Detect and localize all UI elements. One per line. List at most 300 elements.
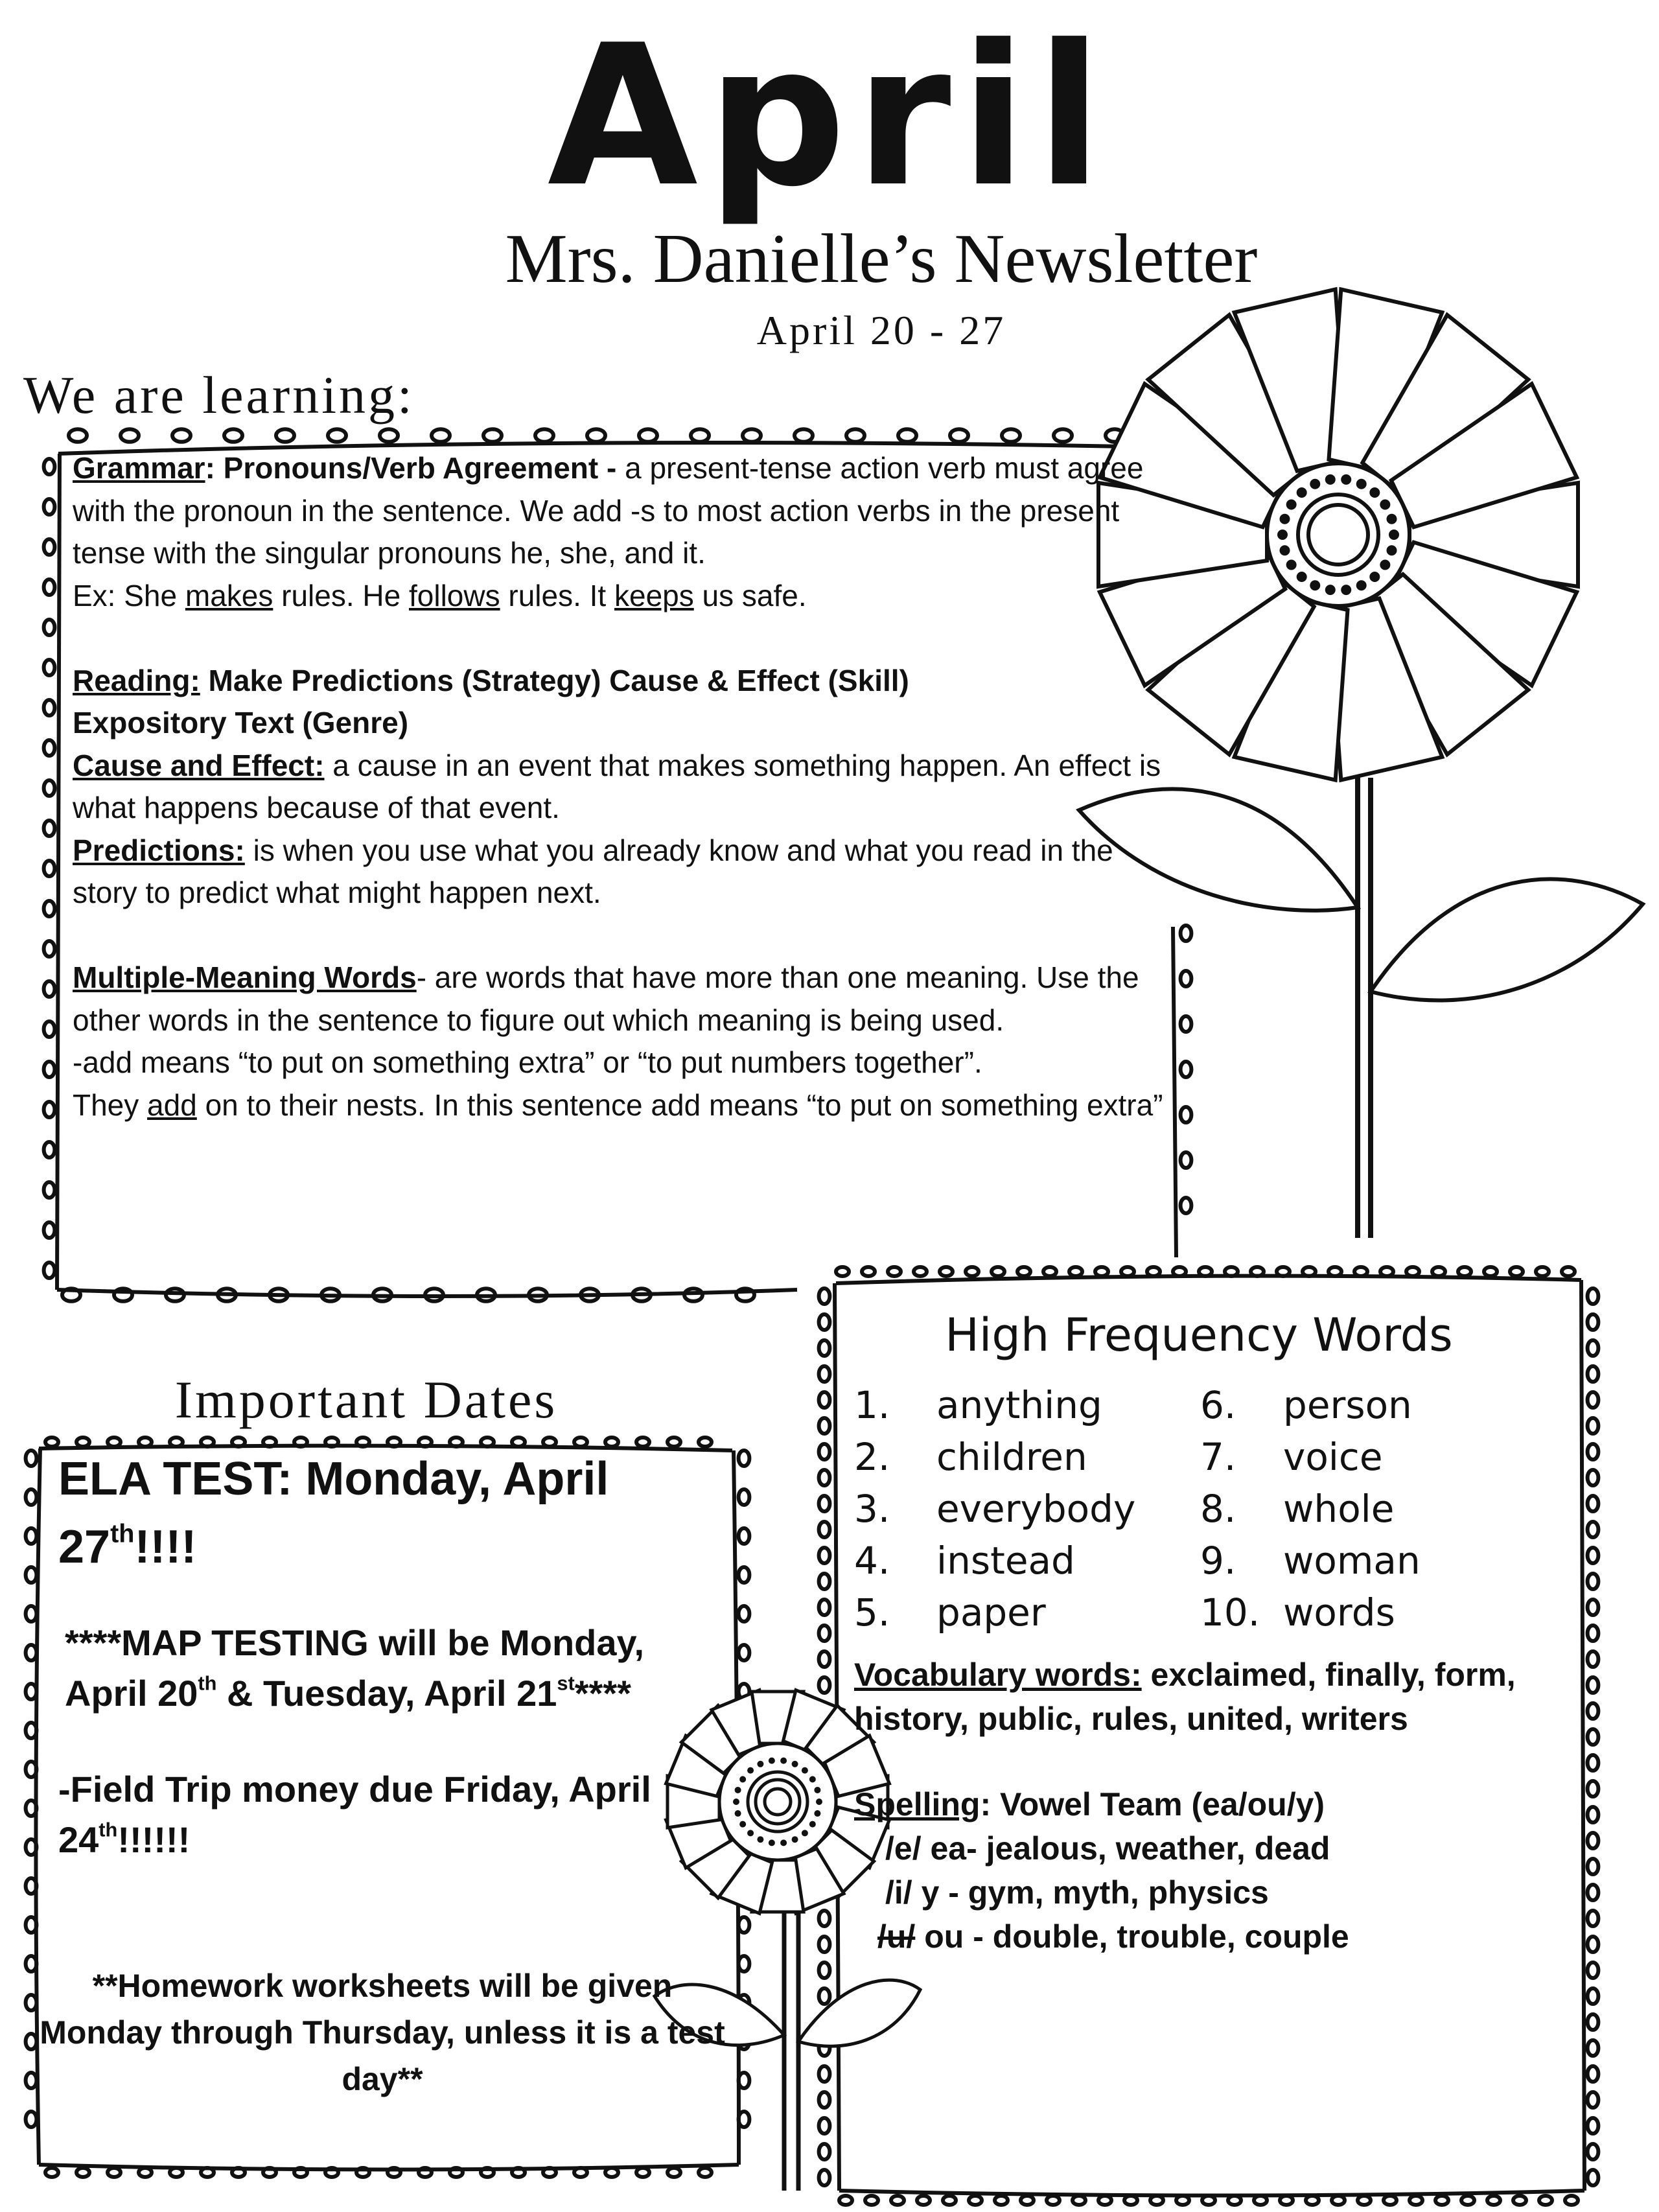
- frame-curl: [1002, 429, 1020, 442]
- frame-curl: [1513, 2196, 1526, 2205]
- frame-curl: [574, 2168, 587, 2177]
- frame-curl: [1147, 1267, 1160, 1276]
- seed-dot: [735, 1810, 741, 1817]
- seed-dot: [1286, 500, 1297, 510]
- example-word-follows: follows: [409, 578, 500, 612]
- seed-dot: [735, 1787, 741, 1793]
- frame-curl: [1588, 1470, 1599, 1485]
- frame-curl: [44, 901, 55, 916]
- frame-curl: [1588, 1833, 1599, 1848]
- frame-curl: [819, 1392, 830, 1408]
- frame-curl: [26, 2073, 37, 2088]
- frame-curl: [836, 1267, 849, 1276]
- vocab-list: exclaimed, finally, form, history, public, rules, united, writers: [854, 1657, 1516, 1737]
- trip-sup: th: [99, 1818, 118, 1841]
- seed-dot: [757, 1836, 763, 1843]
- frame-curl: [44, 1263, 55, 1278]
- frame-curl: [1332, 2196, 1345, 2205]
- spelling-heading: [854, 1782, 1567, 1826]
- frame-curl: [1588, 2066, 1599, 2082]
- frame-curl: [587, 429, 605, 442]
- seed-dot: [1387, 514, 1397, 524]
- frame-curl: [1303, 1267, 1316, 1276]
- frame-curl: [44, 700, 55, 716]
- frame-curl: [819, 2092, 830, 2108]
- frame-curl: [1121, 1267, 1134, 1276]
- hfw-word: everybody: [936, 1487, 1136, 1531]
- hfw-word: words: [1283, 1590, 1395, 1635]
- frame-curl: [1124, 2196, 1137, 2205]
- frame-curl: [1354, 1267, 1367, 1276]
- frame-curl: [739, 2073, 750, 2088]
- frame-curl: [819, 1470, 830, 1485]
- frame-curl: [44, 1142, 55, 1158]
- frame-curl: [44, 660, 55, 675]
- frame-curl: [76, 2168, 89, 2177]
- frame-curl: [1588, 1859, 1599, 1874]
- frame-curl: [739, 1645, 750, 1660]
- map-sup-1: th: [198, 1671, 217, 1695]
- spelling-u-symbol: /u/: [877, 1918, 916, 1955]
- grammar-text: a present-tense action verb must agree with the pronoun in the sentence. We add -s to most action verbs in the present tense with the singular pronouns he, she, and it.: [73, 451, 1144, 570]
- frame-curl: [1181, 1152, 1192, 1168]
- seed-dot: [1341, 474, 1351, 485]
- frame-curl: [1539, 2196, 1552, 2205]
- frame-curl: [26, 1489, 37, 1505]
- frame-curl: [450, 2168, 463, 2177]
- frame-curl: [44, 1222, 55, 1238]
- newsletter-title: Mrs. Danielle’s Newsletter: [505, 220, 1258, 297]
- frame-curl: [819, 1574, 830, 1589]
- seed-dot: [1277, 530, 1288, 540]
- frame-curl: [1588, 1496, 1599, 1511]
- frame-curl: [1588, 2014, 1599, 2030]
- hfw-word: person: [1283, 1383, 1412, 1427]
- frame-curl: [276, 429, 294, 442]
- frame-curl: [966, 1267, 979, 1276]
- frame-curl: [819, 1444, 830, 1460]
- frame-curl: [1254, 2196, 1267, 2205]
- hfw-word: instead: [936, 1539, 1075, 1583]
- frame-curl: [992, 1267, 1004, 1276]
- seed-dot: [757, 1761, 763, 1767]
- hfw-word: woman: [1283, 1539, 1421, 1583]
- example-word-keeps: keeps: [614, 578, 694, 612]
- reading-genre: Expository Text (Genre): [73, 706, 409, 739]
- seed-dot: [733, 1799, 739, 1805]
- spelling-e: /e/ ea- jealous, weather, dead: [885, 1830, 1330, 1867]
- hfw-num: 5.: [854, 1590, 890, 1635]
- frame-curl: [1176, 2196, 1189, 2205]
- frame-curl: [891, 2196, 904, 2205]
- frame-curl: [819, 2066, 830, 2082]
- frame-curl: [943, 2196, 956, 2205]
- frame-curl: [1458, 1267, 1471, 1276]
- frame-curl: [995, 2196, 1008, 2205]
- frame-curl: [1588, 1444, 1599, 1460]
- frame-curl: [1432, 1267, 1445, 1276]
- frame-curl: [44, 539, 55, 555]
- frame-curl: [26, 1528, 37, 1544]
- date-range: April 20 - 27: [756, 307, 1006, 353]
- seed-dot: [1310, 479, 1320, 489]
- frame-curl: [1588, 1988, 1599, 2004]
- frame-curl: [1306, 2196, 1319, 2205]
- important-dates-content: [39, 1445, 726, 2102]
- frame-curl: [1588, 1937, 1599, 1952]
- reading-paragraph: [73, 660, 1181, 703]
- frame-curl: [1588, 1548, 1599, 1563]
- frame-curl: [263, 2168, 276, 2177]
- frame-curl: [69, 429, 87, 442]
- frame-curl: [44, 740, 55, 756]
- hfw-num: 9.: [1200, 1539, 1236, 1583]
- map-mid: & Tuesday, April 21: [216, 1673, 557, 1714]
- frame-curl: [62, 1288, 80, 1301]
- seed-dot: [802, 1830, 808, 1836]
- frame-curl: [44, 579, 55, 595]
- frame-curl: [26, 1956, 37, 1972]
- frame-curl: [636, 2168, 649, 2177]
- frame-curl: [819, 2118, 830, 2134]
- frame-curl: [1588, 1962, 1599, 1978]
- seed-dot: [802, 1767, 808, 1774]
- frame-curl: [1358, 2196, 1371, 2205]
- vocabulary-words: [854, 1653, 1567, 1741]
- map-text: ****MAP TESTING will be Monday, April 20: [65, 1622, 645, 1714]
- map-testing-date: [39, 1618, 726, 1719]
- frame-curl: [739, 1956, 750, 1972]
- frame-curl: [1588, 1288, 1599, 1304]
- frame-curl: [1228, 2196, 1241, 2205]
- frame-curl: [1588, 1366, 1599, 1382]
- frame-curl: [26, 1800, 37, 1816]
- frame-curl: [1588, 2040, 1599, 2056]
- frame-curl: [1588, 1807, 1599, 1822]
- trip-suffix: !!!!!!: [117, 1819, 191, 1860]
- frame-curl: [535, 429, 553, 442]
- frame-curl: [1588, 2118, 1599, 2134]
- frame-curl: [819, 1988, 830, 2004]
- frame-curl: [172, 429, 191, 442]
- frame-curl: [1380, 1267, 1393, 1276]
- frame-curl: [1095, 1267, 1108, 1276]
- reading-label: Reading:: [73, 663, 200, 697]
- frame-curl: [201, 2168, 214, 2177]
- seed-dot: [1369, 487, 1380, 498]
- frame-curl: [1588, 1781, 1599, 1797]
- learning-heading: We are learning:: [23, 366, 415, 425]
- frame-curl: [819, 1600, 830, 1615]
- frame-curl: [917, 2196, 930, 2205]
- frame-curl: [1181, 1107, 1192, 1123]
- frame-curl: [1384, 2196, 1397, 2205]
- seed-dot: [769, 1758, 775, 1764]
- frame-curl: [44, 941, 55, 957]
- frame-curl: [639, 429, 657, 442]
- frame-curl: [1251, 1267, 1264, 1276]
- frame-curl: [795, 429, 813, 442]
- frame-curl: [739, 2112, 750, 2127]
- frame-curl: [819, 1625, 830, 1641]
- frame-curl: [739, 1450, 750, 1466]
- frame-curl: [26, 2112, 37, 2127]
- ela-test-date: [39, 1445, 726, 1581]
- spelling-i: /i/ y - gym, myth, physics: [885, 1874, 1269, 1911]
- frame-curl: [1047, 2196, 1060, 2205]
- frame-curl: [481, 2168, 494, 2177]
- frame-curl: [1280, 2196, 1293, 2205]
- hfw-heading: High Frequency Words: [945, 1309, 1453, 1362]
- frame-curl: [108, 2168, 121, 2177]
- frame-curl: [1181, 1062, 1192, 1077]
- frame-curl: [44, 780, 55, 796]
- example-word-makes: makes: [185, 578, 273, 612]
- frame-curl: [232, 2168, 245, 2177]
- frame-curl: [26, 1645, 37, 1660]
- frame-curl: [114, 1288, 132, 1301]
- frame-curl: [26, 1606, 37, 1622]
- frame-curl: [1098, 2196, 1111, 2205]
- frame-curl: [380, 429, 398, 442]
- frame-curl: [1588, 2144, 1599, 2160]
- seed-dot: [739, 1821, 746, 1828]
- reading-text: Make Predictions (Strategy) Cause & Effect (Skill): [200, 663, 909, 697]
- seed-dot: [1297, 572, 1307, 582]
- seed-dot: [814, 1810, 820, 1817]
- spelling-section: [854, 1782, 1567, 1959]
- trip-text: -Field Trip money due Friday, April 24: [58, 1769, 651, 1860]
- sentence-suffix: on to their nests. In this sentence add means “to put on something extra”: [196, 1088, 1163, 1122]
- hfw-word: whole: [1283, 1487, 1395, 1531]
- frame-curl: [1588, 1677, 1599, 1693]
- seed-dot: [1297, 487, 1307, 498]
- frame-curl: [1588, 1600, 1599, 1615]
- frame-curl: [1406, 1267, 1419, 1276]
- frame-curl: [819, 1962, 830, 1978]
- frame-curl: [512, 2168, 525, 2177]
- frame-curl: [1588, 1340, 1599, 1356]
- frame-curl: [26, 2034, 37, 2049]
- frame-curl: [898, 429, 916, 442]
- cause-effect-label: Cause and Effect:: [73, 748, 325, 782]
- seed-dot: [792, 1761, 798, 1767]
- frame-curl: [605, 2168, 618, 2177]
- seed-dot: [1369, 572, 1380, 582]
- frame-curl: [1588, 1885, 1599, 1900]
- spelling-u: [854, 1915, 1567, 1959]
- seed-dot: [1279, 545, 1290, 555]
- frame-curl: [739, 1528, 750, 1544]
- add-definition: -add means “to put on something extra” or “to put numbers together”.: [73, 1045, 982, 1079]
- frame-curl: [26, 1762, 37, 1777]
- seed-dot: [809, 1821, 816, 1828]
- frame-curl: [736, 1288, 754, 1301]
- seed-dot: [1286, 559, 1297, 570]
- seed-dot: [1389, 530, 1399, 540]
- frame-curl: [432, 429, 450, 442]
- seed-dot: [1356, 580, 1367, 590]
- frame-curl: [819, 1496, 830, 1511]
- frame-curl: [26, 1878, 37, 1894]
- frame-curl: [44, 620, 55, 635]
- frame-curl: [739, 1567, 750, 1583]
- seed-dot: [1387, 545, 1397, 555]
- seed-dot: [1341, 585, 1351, 595]
- field-trip-date: [39, 1764, 726, 1865]
- frame-curl: [699, 2168, 712, 2177]
- frame-curl: [1410, 2196, 1422, 2205]
- frame-curl: [862, 1267, 875, 1276]
- frame-curl: [1565, 2196, 1578, 2205]
- hfw-word: children: [936, 1435, 1087, 1479]
- sentence-word-add: add: [147, 1088, 197, 1122]
- predictions-paragraph: [73, 830, 1181, 914]
- frame-curl: [44, 981, 55, 997]
- hfw-num: 2.: [854, 1435, 890, 1479]
- frame-curl: [739, 1917, 750, 1933]
- frame-curl: [819, 1418, 830, 1434]
- seed-dot: [747, 1767, 754, 1774]
- seed-dot: [809, 1776, 816, 1782]
- grammar-example: [73, 575, 1181, 618]
- ela-sup: th: [110, 1519, 135, 1548]
- frame-curl: [739, 1489, 750, 1505]
- frame-curl: [224, 429, 242, 442]
- frame-curl: [667, 2168, 680, 2177]
- frame-curl: [26, 1567, 37, 1583]
- frame-curl: [1588, 1911, 1599, 1926]
- frame-curl: [1173, 1267, 1186, 1276]
- frame-curl: [819, 2170, 830, 2185]
- frame-curl: [1588, 2092, 1599, 2108]
- seed-dot: [1380, 500, 1390, 510]
- frame-curl: [969, 2196, 982, 2205]
- frame-curl: [819, 1340, 830, 1356]
- frame-curl: [1073, 2196, 1085, 2205]
- frame-curl: [1181, 971, 1192, 986]
- homework-note: **Homework worksheets will be given Monday through Thursday, unless it is a test day**: [40, 1968, 725, 2097]
- frame-curl: [819, 1366, 830, 1382]
- hfw-num: 3.: [854, 1487, 890, 1531]
- frame-curl: [1225, 1267, 1238, 1276]
- frame-curl: [1588, 1314, 1599, 1330]
- frame-curl: [1588, 1392, 1599, 1408]
- frame-curl: [44, 499, 55, 515]
- frame-curl: [839, 2196, 852, 2205]
- frame-curl: [691, 429, 709, 442]
- frame-curl: [1484, 1267, 1497, 1276]
- frame-curl: [26, 1917, 37, 1933]
- frame-curl: [45, 2168, 58, 2177]
- frame-curl: [1181, 1198, 1192, 1213]
- frame-curl: [739, 1606, 750, 1622]
- frame-curl: [1277, 1267, 1290, 1276]
- hfw-num: 8.: [1200, 1487, 1236, 1531]
- hfw-num: 7.: [1200, 1435, 1236, 1479]
- frame-curl: [1181, 1016, 1192, 1032]
- frame-curl: [1150, 2196, 1163, 2205]
- frame-curl: [819, 1651, 830, 1667]
- seed-dot: [1325, 585, 1336, 595]
- example-mid-2: rules. It: [500, 578, 614, 612]
- frame-curl: [1043, 1267, 1056, 1276]
- frame-curl: [294, 2168, 307, 2177]
- frame-curl: [44, 1102, 55, 1117]
- seed-dot: [780, 1839, 787, 1846]
- frame-curl: [950, 429, 968, 442]
- example-suffix: us safe.: [693, 578, 807, 612]
- seed-dot: [739, 1776, 746, 1782]
- hfw-num: 1.: [854, 1383, 890, 1427]
- seed-dot: [1380, 559, 1390, 570]
- seed-dot: [769, 1839, 775, 1846]
- frame-curl: [819, 1548, 830, 1563]
- vocab-label: Vocabulary words:: [854, 1657, 1142, 1693]
- predictions-label: Predictions:: [73, 833, 245, 867]
- frame-curl: [139, 2168, 152, 2177]
- frame-curl: [44, 1021, 55, 1037]
- frame-curl: [865, 2196, 878, 2205]
- example-prefix: Ex: She: [73, 578, 185, 612]
- frame-curl: [1328, 1267, 1341, 1276]
- frame-curl: [1588, 1522, 1599, 1537]
- frame-curl: [1202, 2196, 1215, 2205]
- sentence-prefix: They: [73, 1088, 148, 1122]
- frame-curl: [483, 429, 502, 442]
- frame-curl: [1588, 1418, 1599, 1434]
- frame-curl: [1536, 1267, 1549, 1276]
- frame-curl: [1021, 2196, 1034, 2205]
- frame-curl: [1435, 2196, 1448, 2205]
- frame-curl: [419, 2168, 432, 2177]
- grammar-label: Grammar: [73, 451, 205, 485]
- frame-curl: [543, 2168, 556, 2177]
- map-sup-2: st: [557, 1671, 575, 1695]
- spelling-u-words: ou - double, trouble, couple: [915, 1918, 1349, 1955]
- seed-dot: [1325, 474, 1336, 485]
- spelling-topic: : Vowel Team (ea/ou/y): [980, 1786, 1325, 1822]
- seed-dot: [816, 1799, 822, 1805]
- frame-curl: [1199, 1267, 1212, 1276]
- frame-curl: [819, 2144, 830, 2160]
- important-dates-heading: Important Dates: [174, 1370, 558, 1429]
- learning-content: [73, 447, 1181, 1126]
- frame-curl: [1562, 1267, 1575, 1276]
- frame-curl: [44, 861, 55, 876]
- frame-curl: [1588, 1729, 1599, 1745]
- frame-curl: [914, 1267, 927, 1276]
- frame-curl: [888, 1267, 901, 1276]
- frame-curl: [26, 1684, 37, 1699]
- frame-curl: [819, 1288, 830, 1304]
- spelling-label: Spelling: [854, 1786, 980, 1822]
- frame-curl: [1510, 1267, 1523, 1276]
- add-sentence: [73, 1084, 1181, 1127]
- seed-dot: [1279, 514, 1290, 524]
- frame-curl: [819, 1677, 830, 1693]
- frame-curl: [1588, 1574, 1599, 1589]
- hfw-num: 10.: [1200, 1590, 1260, 1635]
- frame-curl: [328, 429, 346, 442]
- frame-curl: [1461, 2196, 1474, 2205]
- frame-curl: [121, 429, 139, 442]
- hfw-word: voice: [1283, 1435, 1383, 1479]
- seed-dot: [814, 1787, 820, 1793]
- frame-curl: [1181, 926, 1192, 941]
- mmw-paragraph: [73, 957, 1181, 1042]
- frame-curl: [1588, 1755, 1599, 1771]
